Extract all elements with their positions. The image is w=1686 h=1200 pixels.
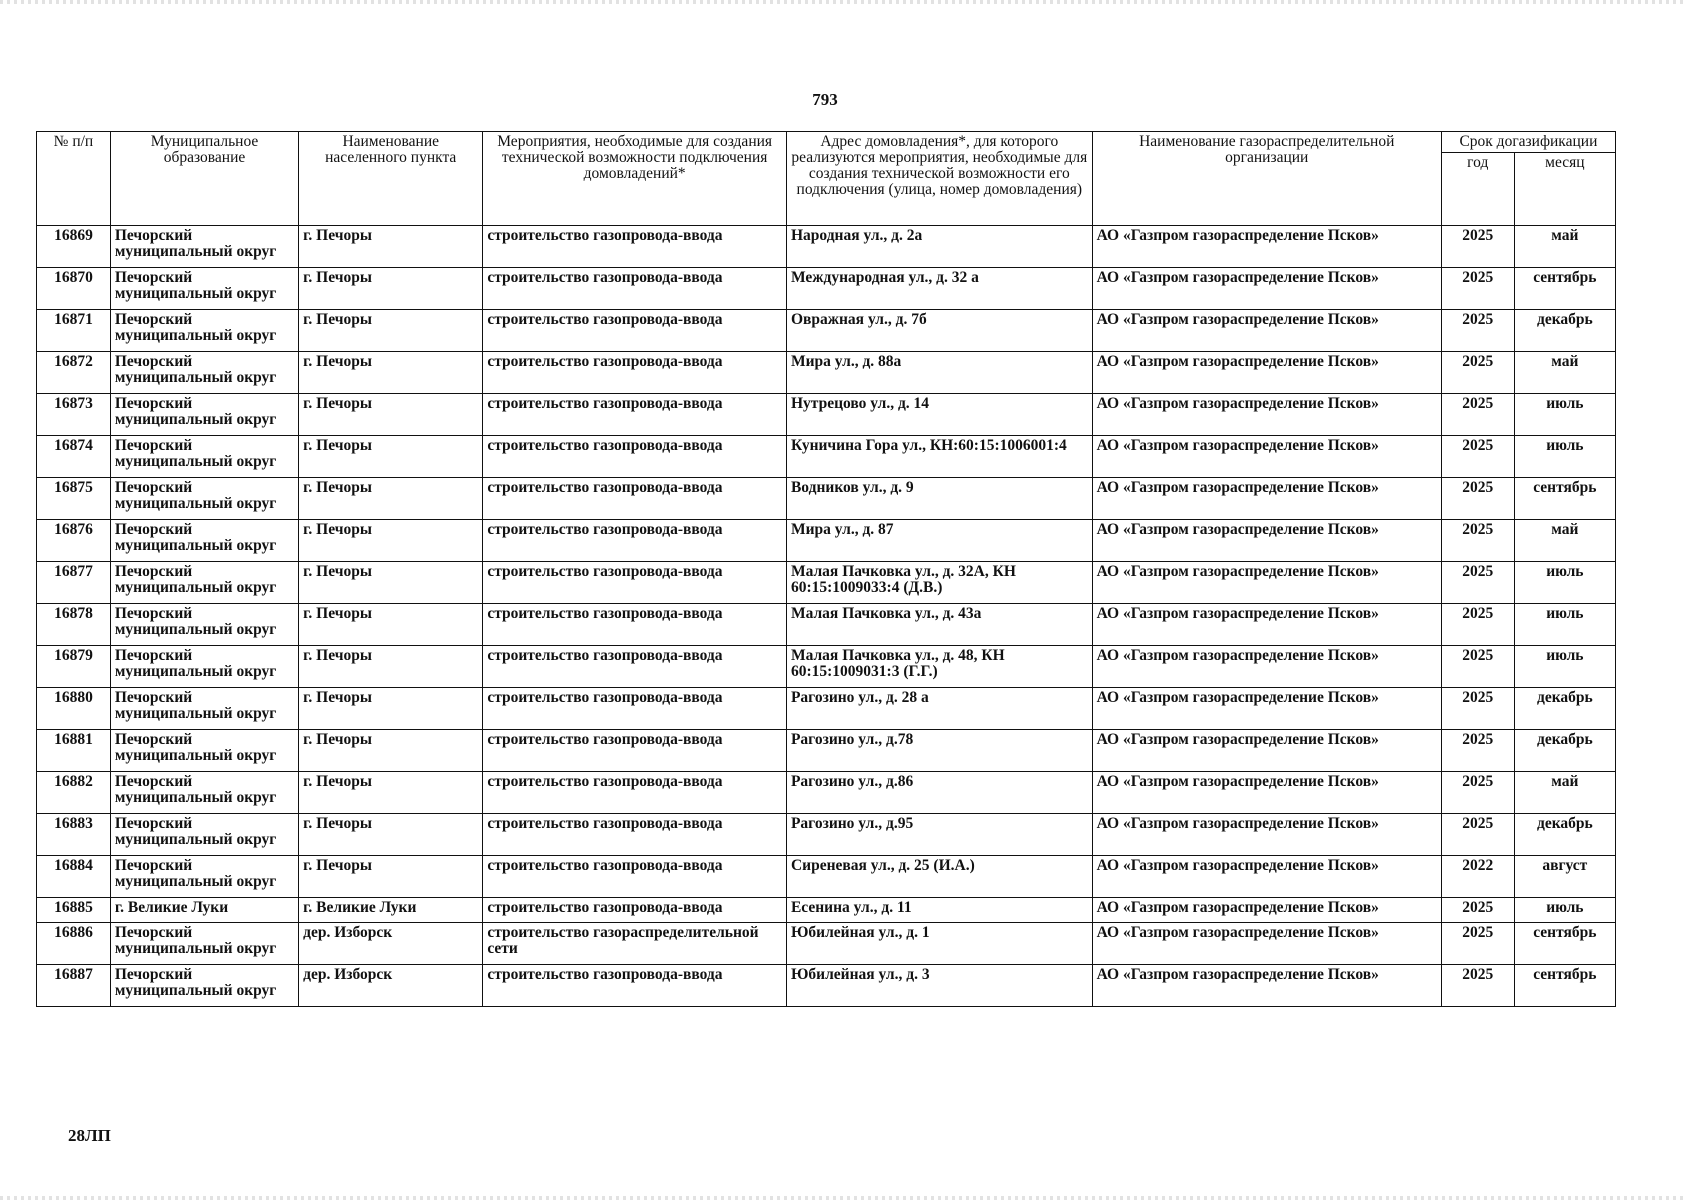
municipality-cell: Печорский муниципальный округ [110,646,298,688]
activity-cell: строительство газопровода-ввода [483,730,787,772]
month-cell: май [1514,226,1615,268]
header-locality: Наименование населенного пункта [299,132,483,226]
row-number: 16883 [37,814,111,856]
locality-cell: г. Печоры [299,562,483,604]
row-number: 16873 [37,394,111,436]
address-cell: Водников ул., д. 9 [786,478,1092,520]
activity-cell: строительство газопровода-ввода [483,688,787,730]
municipality-cell: г. Великие Луки [110,898,298,923]
organization-cell: АО «Газпром газораспределение Псков» [1092,688,1441,730]
organization-cell: АО «Газпром газораспределение Псков» [1092,520,1441,562]
month-cell: август [1514,856,1615,898]
organization-cell: АО «Газпром газораспределение Псков» [1092,226,1441,268]
activity-cell: строительство газопровода-ввода [483,310,787,352]
locality-cell: дер. Изборск [299,965,483,1007]
address-cell: Народная ул., д. 2а [786,226,1092,268]
organization-cell: АО «Газпром газораспределение Псков» [1092,352,1441,394]
month-cell: июль [1514,436,1615,478]
month-cell: декабрь [1514,814,1615,856]
activity-cell: строительство газопровода-ввода [483,646,787,688]
month-cell: июль [1514,394,1615,436]
municipality-cell: Печорский муниципальный округ [110,394,298,436]
organization-cell: АО «Газпром газораспределение Псков» [1092,436,1441,478]
scan-edge-bottom [0,1196,1686,1200]
organization-cell: АО «Газпром газораспределение Псков» [1092,646,1441,688]
row-number: 16870 [37,268,111,310]
table-row [37,856,1616,898]
address-cell: Юбилейная ул., д. 1 [786,923,1092,965]
table-row [37,646,1616,688]
table-row [37,965,1616,1007]
table-row [37,226,1616,268]
locality-cell: г. Печоры [299,646,483,688]
activity-cell: строительство газопровода-ввода [483,965,787,1007]
row-number: 16872 [37,352,111,394]
scan-edge-top [0,0,1686,4]
municipality-cell: Печорский муниципальный округ [110,352,298,394]
row-number: 16874 [37,436,111,478]
address-cell: Нутрецово ул., д. 14 [786,394,1092,436]
locality-cell: г. Печоры [299,268,483,310]
table-row [37,562,1616,604]
year-cell: 2025 [1441,772,1514,814]
table-body [37,226,1616,1007]
header-year: год [1441,153,1514,226]
month-cell: декабрь [1514,688,1615,730]
month-cell: декабрь [1514,310,1615,352]
locality-cell: г. Печоры [299,814,483,856]
year-cell: 2025 [1441,730,1514,772]
municipality-cell: Печорский муниципальный округ [110,604,298,646]
year-cell: 2025 [1441,898,1514,923]
municipality-cell: Печорский муниципальный округ [110,814,298,856]
table-row [37,730,1616,772]
row-number: 16878 [37,604,111,646]
locality-cell: г. Печоры [299,520,483,562]
organization-cell: АО «Газпром газораспределение Псков» [1092,923,1441,965]
organization-cell: АО «Газпром газораспределение Псков» [1092,730,1441,772]
year-cell: 2025 [1441,646,1514,688]
address-cell: Международная ул., д. 32 а [786,268,1092,310]
row-number: 16887 [37,965,111,1007]
address-cell: Малая Пачковка ул., д. 32А, КН 60:15:1009033:4 (Д.В.) [786,562,1092,604]
row-number: 16882 [37,772,111,814]
table-row [37,478,1616,520]
organization-cell: АО «Газпром газораспределение Псков» [1092,856,1441,898]
activity-cell: строительство газопровода-ввода [483,814,787,856]
locality-cell: г. Печоры [299,856,483,898]
row-number: 16871 [37,310,111,352]
header-term: Срок догазификации [1441,132,1615,153]
month-cell: май [1514,772,1615,814]
year-cell: 2025 [1441,226,1514,268]
table-row [37,310,1616,352]
address-cell: Малая Пачковка ул., д. 48, КН 60:15:1009031:3 (Г.Г.) [786,646,1092,688]
organization-cell: АО «Газпром газораспределение Псков» [1092,478,1441,520]
organization-cell: АО «Газпром газораспределение Псков» [1092,310,1441,352]
header-month: месяц [1514,153,1615,226]
locality-cell: г. Печоры [299,604,483,646]
activity-cell: строительство газопровода-ввода [483,856,787,898]
address-cell: Рагозино ул., д. 28 а [786,688,1092,730]
activity-cell: строительство газопровода-ввода [483,394,787,436]
locality-cell: г. Печоры [299,688,483,730]
year-cell: 2025 [1441,436,1514,478]
row-number: 16876 [37,520,111,562]
locality-cell: г. Печоры [299,772,483,814]
year-cell: 2025 [1441,352,1514,394]
municipality-cell: Печорский муниципальный округ [110,268,298,310]
organization-cell: АО «Газпром газораспределение Псков» [1092,394,1441,436]
address-cell: Рагозино ул., д.86 [786,772,1092,814]
address-cell: Сиреневая ул., д. 25 (И.А.) [786,856,1092,898]
month-cell: июль [1514,562,1615,604]
gasification-table [36,131,1616,1007]
activity-cell: строительство газопровода-ввода [483,436,787,478]
activity-cell: строительство газопровода-ввода [483,898,787,923]
municipality-cell: Печорский муниципальный округ [110,730,298,772]
locality-cell: г. Печоры [299,394,483,436]
year-cell: 2025 [1441,394,1514,436]
year-cell: 2025 [1441,965,1514,1007]
row-number: 16884 [37,856,111,898]
municipality-cell: Печорский муниципальный округ [110,688,298,730]
month-cell: сентябрь [1514,923,1615,965]
table-header [37,132,1616,226]
table-row [37,688,1616,730]
row-number: 16885 [37,898,111,923]
header-num: № п/п [37,132,111,226]
table-row [37,604,1616,646]
year-cell: 2022 [1441,856,1514,898]
address-cell: Овражная ул., д. 7б [786,310,1092,352]
activity-cell: строительство газопровода-ввода [483,604,787,646]
row-number: 16877 [37,562,111,604]
activity-cell: строительство газопровода-ввода [483,226,787,268]
table-row [37,436,1616,478]
year-cell: 2025 [1441,562,1514,604]
locality-cell: г. Печоры [299,352,483,394]
organization-cell: АО «Газпром газораспределение Псков» [1092,814,1441,856]
month-cell: июль [1514,646,1615,688]
activity-cell: строительство газопровода-ввода [483,268,787,310]
organization-cell: АО «Газпром газораспределение Псков» [1092,604,1441,646]
year-cell: 2025 [1441,478,1514,520]
locality-cell: г. Печоры [299,226,483,268]
municipality-cell: Печорский муниципальный округ [110,436,298,478]
row-number: 16880 [37,688,111,730]
year-cell: 2025 [1441,310,1514,352]
header-activity: Мероприятия, необходимые для создания технической возможности подключения домовладений* [483,132,787,226]
row-number: 16886 [37,923,111,965]
locality-cell: г. Печоры [299,310,483,352]
table-row [37,352,1616,394]
organization-cell: АО «Газпром газораспределение Псков» [1092,965,1441,1007]
locality-cell: г. Великие Луки [299,898,483,923]
table-row [37,772,1616,814]
address-cell: Юбилейная ул., д. 3 [786,965,1092,1007]
header-municipality: Муниципальное образование [110,132,298,226]
month-cell: май [1514,520,1615,562]
municipality-cell: Печорский муниципальный округ [110,226,298,268]
row-number: 16881 [37,730,111,772]
footer-code: 28ЛП [68,1126,111,1145]
locality-cell: г. Печоры [299,478,483,520]
address-cell: Мира ул., д. 88а [786,352,1092,394]
activity-cell: строительство газопровода-ввода [483,520,787,562]
year-cell: 2025 [1441,923,1514,965]
header-address: Адрес домовладения*, для которого реализуются мероприятия, необходимые для создания технической возможности его подключения (улица, номер домовладения) [786,132,1092,226]
municipality-cell: Печорский муниципальный округ [110,310,298,352]
table-row [37,268,1616,310]
month-cell: июль [1514,604,1615,646]
month-cell: июль [1514,898,1615,923]
month-cell: сентябрь [1514,478,1615,520]
table-row [37,923,1616,965]
table-row [37,898,1616,923]
municipality-cell: Печорский муниципальный округ [110,478,298,520]
organization-cell: АО «Газпром газораспределение Псков» [1092,898,1441,923]
address-cell: Рагозино ул., д.78 [786,730,1092,772]
activity-cell: строительство газораспределительной сети [483,923,787,965]
activity-cell: строительство газопровода-ввода [483,352,787,394]
address-cell: Мира ул., д. 87 [786,520,1092,562]
year-cell: 2025 [1441,688,1514,730]
month-cell: декабрь [1514,730,1615,772]
organization-cell: АО «Газпром газораспределение Псков» [1092,772,1441,814]
month-cell: сентябрь [1514,268,1615,310]
municipality-cell: Печорский муниципальный округ [110,772,298,814]
row-number: 16879 [37,646,111,688]
municipality-cell: Печорский муниципальный округ [110,923,298,965]
table-row [37,520,1616,562]
activity-cell: строительство газопровода-ввода [483,478,787,520]
table-row [37,814,1616,856]
locality-cell: г. Печоры [299,436,483,478]
row-number: 16875 [37,478,111,520]
table-row [37,394,1616,436]
address-cell: Малая Пачковка ул., д. 43а [786,604,1092,646]
year-cell: 2025 [1441,520,1514,562]
page-number: 793 [812,90,838,109]
year-cell: 2025 [1441,604,1514,646]
organization-cell: АО «Газпром газораспределение Псков» [1092,562,1441,604]
municipality-cell: Печорский муниципальный округ [110,856,298,898]
address-cell: Рагозино ул., д.95 [786,814,1092,856]
row-number: 16869 [37,226,111,268]
month-cell: май [1514,352,1615,394]
month-cell: сентябрь [1514,965,1615,1007]
locality-cell: г. Печоры [299,730,483,772]
address-cell: Есенина ул., д. 11 [786,898,1092,923]
municipality-cell: Печорский муниципальный округ [110,965,298,1007]
header-organization: Наименование газораспределительной организации [1092,132,1441,226]
activity-cell: строительство газопровода-ввода [483,772,787,814]
municipality-cell: Печорский муниципальный округ [110,562,298,604]
municipality-cell: Печорский муниципальный округ [110,520,298,562]
activity-cell: строительство газопровода-ввода [483,562,787,604]
organization-cell: АО «Газпром газораспределение Псков» [1092,268,1441,310]
year-cell: 2025 [1441,268,1514,310]
locality-cell: дер. Изборск [299,923,483,965]
year-cell: 2025 [1441,814,1514,856]
address-cell: Куничина Гора ул., КН:60:15:1006001:4 [786,436,1092,478]
